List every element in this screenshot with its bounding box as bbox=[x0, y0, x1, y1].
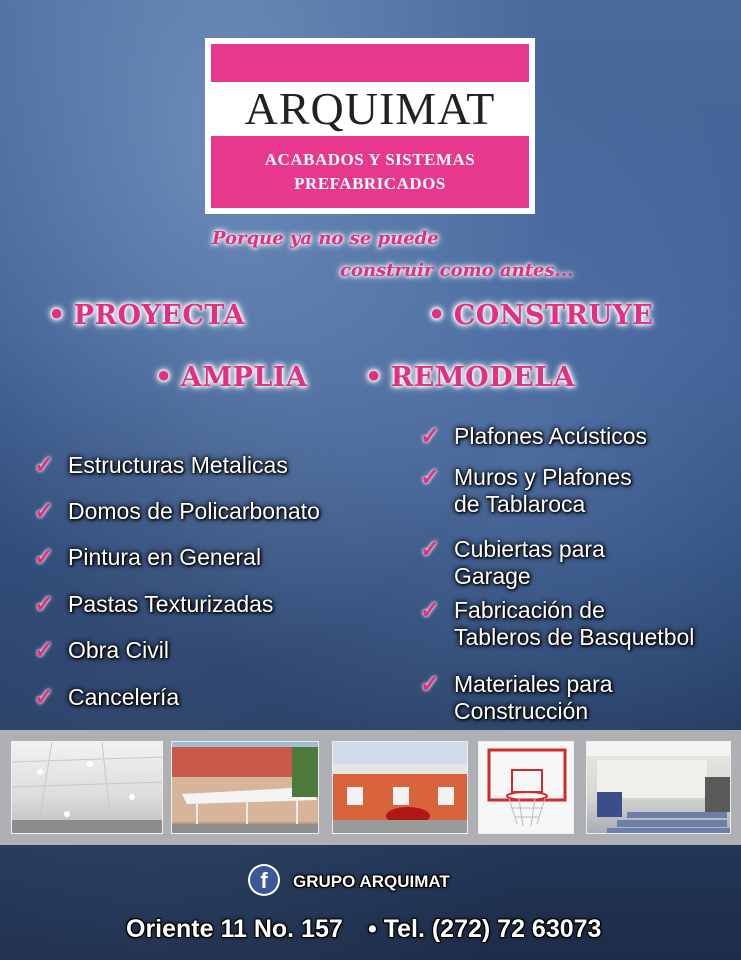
list-item: Obra Civil bbox=[68, 637, 169, 663]
service-construye: • CONSTRUYE bbox=[428, 300, 654, 331]
logo-subtitle-line1: ACABADOS Y SISTEMAS bbox=[264, 150, 476, 169]
basketball-board-photo bbox=[478, 741, 574, 834]
list-item: Pintura en General bbox=[68, 544, 262, 570]
list-item: Cancelería bbox=[68, 684, 180, 710]
list-item: Construcción bbox=[454, 698, 589, 724]
auditorium-photo bbox=[586, 741, 731, 834]
check-icon: ✓ bbox=[420, 423, 441, 450]
bullet-icon: • bbox=[428, 300, 446, 331]
service-amplia: • AMPLIA bbox=[155, 362, 308, 393]
service-proyecta: • PROYECTA bbox=[48, 300, 245, 331]
list-item: Domos de Policarbonato bbox=[68, 498, 320, 524]
check-icon: ✓ bbox=[420, 597, 441, 624]
check-icon: ✓ bbox=[34, 591, 55, 618]
logo-subtitle-line2: PREFABRICADOS bbox=[294, 174, 446, 193]
check-icon: ✓ bbox=[34, 684, 55, 711]
check-icon: ✓ bbox=[34, 544, 55, 571]
address: Oriente 11 No. 157 bbox=[126, 915, 343, 943]
list-item: Pastas Texturizadas bbox=[68, 591, 274, 617]
ceiling-photo bbox=[11, 741, 163, 834]
list-item: Plafones Acústicos bbox=[454, 423, 648, 449]
logo-top-stripe bbox=[211, 44, 529, 82]
bullet-icon: • bbox=[155, 362, 173, 393]
bullet-icon: • bbox=[365, 362, 383, 393]
slogan-line1: Porque ya no se puede bbox=[212, 228, 439, 249]
facebook-icon[interactable]: f bbox=[250, 866, 278, 894]
houses-photo bbox=[332, 741, 468, 834]
check-icon: ✓ bbox=[34, 637, 55, 664]
check-icon: ✓ bbox=[420, 536, 441, 563]
list-item: Materiales para bbox=[454, 671, 613, 697]
check-icon: ✓ bbox=[34, 452, 55, 479]
bullet-icon: • bbox=[48, 300, 66, 331]
facebook-page-name[interactable]: GRUPO ARQUIMAT bbox=[293, 872, 450, 891]
list-item: Muros y Plafones bbox=[454, 464, 632, 490]
logo-subtitle-band bbox=[211, 136, 529, 208]
list-item: de Tablaroca bbox=[454, 491, 586, 517]
list-item: Garage bbox=[454, 563, 531, 589]
logo-name: ARQUIMAT bbox=[244, 83, 496, 134]
photo-strip bbox=[0, 730, 741, 845]
check-icon: ✓ bbox=[34, 498, 55, 525]
check-icon: ✓ bbox=[420, 464, 441, 491]
list-item: Tableros de Basquetbol bbox=[454, 624, 695, 650]
list-item: Fabricación de bbox=[454, 597, 605, 623]
slogan-line2: construir como antes... bbox=[340, 260, 574, 281]
list-item: Cubiertas para bbox=[454, 536, 605, 562]
list-item: Estructuras Metalicas bbox=[68, 452, 288, 478]
check-icon: ✓ bbox=[420, 671, 441, 698]
phone: • Tel. (272) 72 63073 bbox=[368, 915, 602, 943]
pergola-photo bbox=[171, 741, 319, 834]
logo-box bbox=[205, 38, 535, 214]
service-remodela: • REMODELA bbox=[365, 362, 576, 393]
